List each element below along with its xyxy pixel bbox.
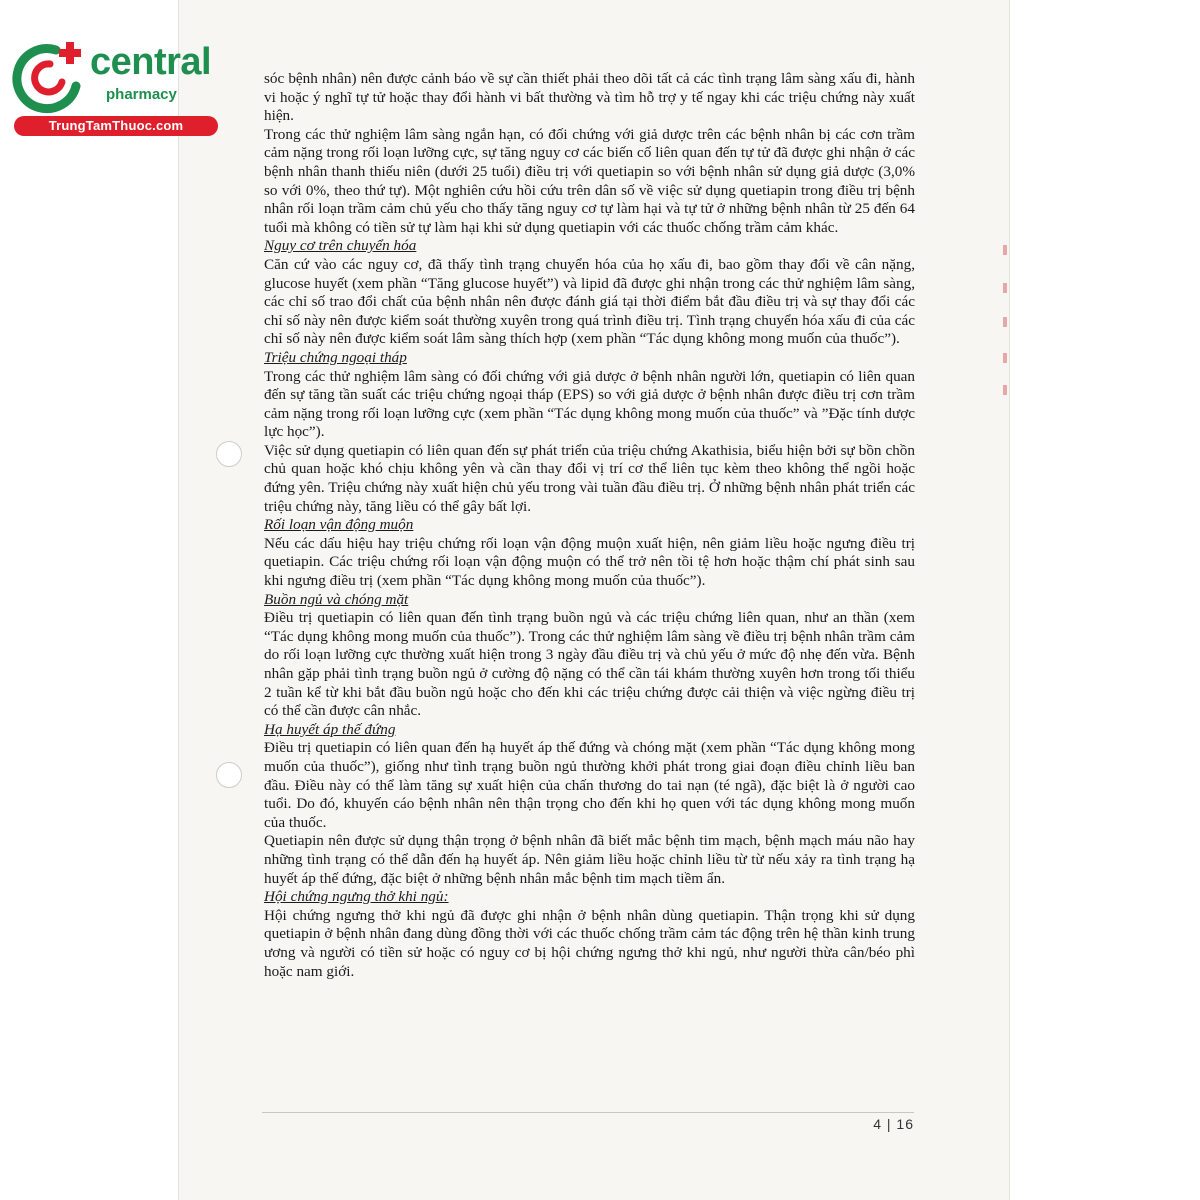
footer-divider (262, 1112, 914, 1113)
paragraph: Nếu các dấu hiệu hay triệu chứng rối loạn vận động muộn xuất hiện, nên giảm liều hoặc ngưng điều trị quetiapin. Các triệu chứng rối loạn vận động muộn có thể trở nên tồi tệ hơn hoặc thậm chí phát sinh sau khi ngưng điều trị (xem phần “Tác dụng không mong muốn của thuốc”). (264, 534, 915, 590)
central-pharmacy-logo[interactable] (10, 38, 215, 138)
logo-wordmark: central (90, 41, 212, 83)
logo-subtitle: pharmacy (106, 86, 177, 103)
pharmacy-cross-icon (10, 38, 90, 114)
logo-url-badge: TrungTamThuoc.com (14, 116, 218, 136)
paragraph: Trong các thử nghiệm lâm sàng ngắn hạn, có đối chứng với giả dược trên các bệnh nhân bị các cơn trầm cảm nặng trong rối loạn lưỡng cực, sự tăng nguy cơ các biến cố liên quan đến tự tử đã được ghi nhận ở các bệnh nhân thanh thiếu niên (dưới 25 tuổi) điều trị với quetiapin so với bệnh nhân sử dụng giả dược (3,0% so với 0%, theo thứ tự). Một nghiên cứu hồi cứu trên dân số về việc sử dụng quetiapin trong điều trị bệnh nhân rối loạn trầm cảm chủ yếu cho thấy tăng nguy cơ tự làm hại và tự tử ở những bệnh nhân từ 25 đến 64 tuổi mà không có tiền sử tự làm hại khi sử dụng quetiapin với các thuốc chống trầm cảm khác. (264, 125, 915, 236)
section-heading: Buồn ngủ và chóng mặt (264, 590, 409, 608)
section-heading: Triệu chứng ngoại tháp (264, 348, 407, 366)
section-heading: Hạ huyết áp thế đứng (264, 720, 396, 738)
section-heading: Hội chứng ngưng thở khi ngủ: (264, 888, 449, 906)
document-body (264, 70, 915, 981)
paragraph: Hội chứng ngưng thở khi ngủ đã được ghi nhận ở bệnh nhân dùng quetiapin. Thận trọng khi sử dụng quetiapin ở bệnh nhân đang dùng đồng thời với các thuốc chống trầm cảm tác động trên hệ thần kinh trung ương và người có tiền sử hoặc có nguy cơ bị hội chứng ngưng thở khi ngủ, như người thừa cân/béo phì hoặc nam giới. (264, 906, 915, 980)
paragraph: sóc bệnh nhân) nên được cảnh báo về sự cần thiết phải theo dõi tất cả các tình trạng lâm sàng xấu đi, hành vi hoặc ý nghĩ tự tử hoặc thay đổi hành vi bất thường và tìm hỗ trợ y tế ngay khi các triệu chứng này xuất hiện. (264, 70, 915, 125)
section-heading: Nguy cơ trên chuyển hóa (264, 237, 417, 255)
page-number: 4 | 16 (873, 1116, 914, 1132)
paragraph: Điều trị quetiapin có liên quan đến tình trạng buồn ngủ và các triệu chứng liên quan, như an thần (xem “Tác dụng không mong muốn của thuốc”). Trong các thử nghiệm lâm sàng về điều trị bệnh nhân trầm cảm do rối loạn lưỡng cực thường xuất hiện trong 3 ngày đầu điều trị và chủ yếu ở mức độ nhẹ đến vừa. Bệnh nhân gặp phải tình trạng buồn ngủ ở cường độ nặng có thể cần tái khám thường xuyên hơn trong tối thiểu 2 tuần kể từ khi bắt đầu buồn ngủ hoặc cho đến khi các triệu chứng được cải thiện và việc ngừng điều trị có thể cần được cân nhắc. (264, 609, 915, 720)
paragraph: Trong các thử nghiệm lâm sàng có đối chứng với giả dược ở bệnh nhân người lớn, quetiapin có liên quan đến sự tăng tần suất các triệu chứng ngoại tháp (EPS) so với giả dược ở bệnh nhân được điều trị cơn trầm cảm nặng trong rối loạn lưỡng cực (xem phần “Tác dụng không mong muốn của thuốc” và ”Đặc tính dược lực học”). (264, 367, 915, 441)
paragraph: Điều trị quetiapin có liên quan đến hạ huyết áp thế đứng và chóng mặt (xem phần “Tác dụng không mong muốn của thuốc”), giống như tình trạng buồn ngủ thường khởi phát trong giai đoạn điều chỉnh liều ban đầu. Điều này có thể làm tăng sự xuất hiện của chấn thương do tai nạn (té ngã), đặc biệt là ở người cao tuổi. Do đó, khuyến cáo bệnh nhân nên thận trọng cho đến khi họ quen với tác dụng không mong muốn của thuốc. (264, 739, 915, 831)
punch-hole-upper (216, 441, 242, 467)
section-heading: Rối loạn vận động muộn (264, 516, 414, 534)
margin-stamp-marks (1003, 245, 1011, 395)
paragraph: Việc sử dụng quetiapin có liên quan đến sự phát triển của triệu chứng Akathisia, biểu hiện bởi sự bồn chồn chủ quan hoặc khó chịu không yên và cần thay đổi vị trí cơ thể liên tục kèm theo không thể ngồi hoặc đứng yên. Triệu chứng này xuất hiện chủ yếu trong vài tuần đầu điều trị. Ở những bệnh nhân phát triển các triệu chứng này, tăng liều có thể gây bất lợi. (264, 441, 915, 515)
punch-hole-lower (216, 762, 242, 788)
paragraph: Quetiapin nên được sử dụng thận trọng ở bệnh nhân đã biết mắc bệnh tim mạch, bệnh mạch máu não hay những tình trạng có thể dẫn đến hạ huyết áp. Nên giảm liều hoặc chỉnh liều từ từ nếu xảy ra tình trạng hạ huyết áp thế đứng, đặc biệt ở những bệnh nhân mắc bệnh tim mạch tiềm ẩn. (264, 832, 915, 887)
paragraph: Căn cứ vào các nguy cơ, đã thấy tình trạng chuyển hóa của họ xấu đi, bao gồm thay đổi về cân nặng, glucose huyết (xem phần “Tăng glucose huyết”) và lipid đã được ghi nhận trong các thử nghiệm lâm sàng, các chỉ số trao đổi chất của bệnh nhân nên được đánh giá tại thời điểm bắt đầu điều trị và sự thay đổi các chỉ số này nên được kiểm soát thường xuyên trong quá trình điều trị. Tình trạng chuyển hóa xấu đi của các chỉ số này nên được kiểm soát lâm sàng thích hợp (xem phần “Tác dụng không mong muốn của thuốc”). (264, 255, 915, 348)
